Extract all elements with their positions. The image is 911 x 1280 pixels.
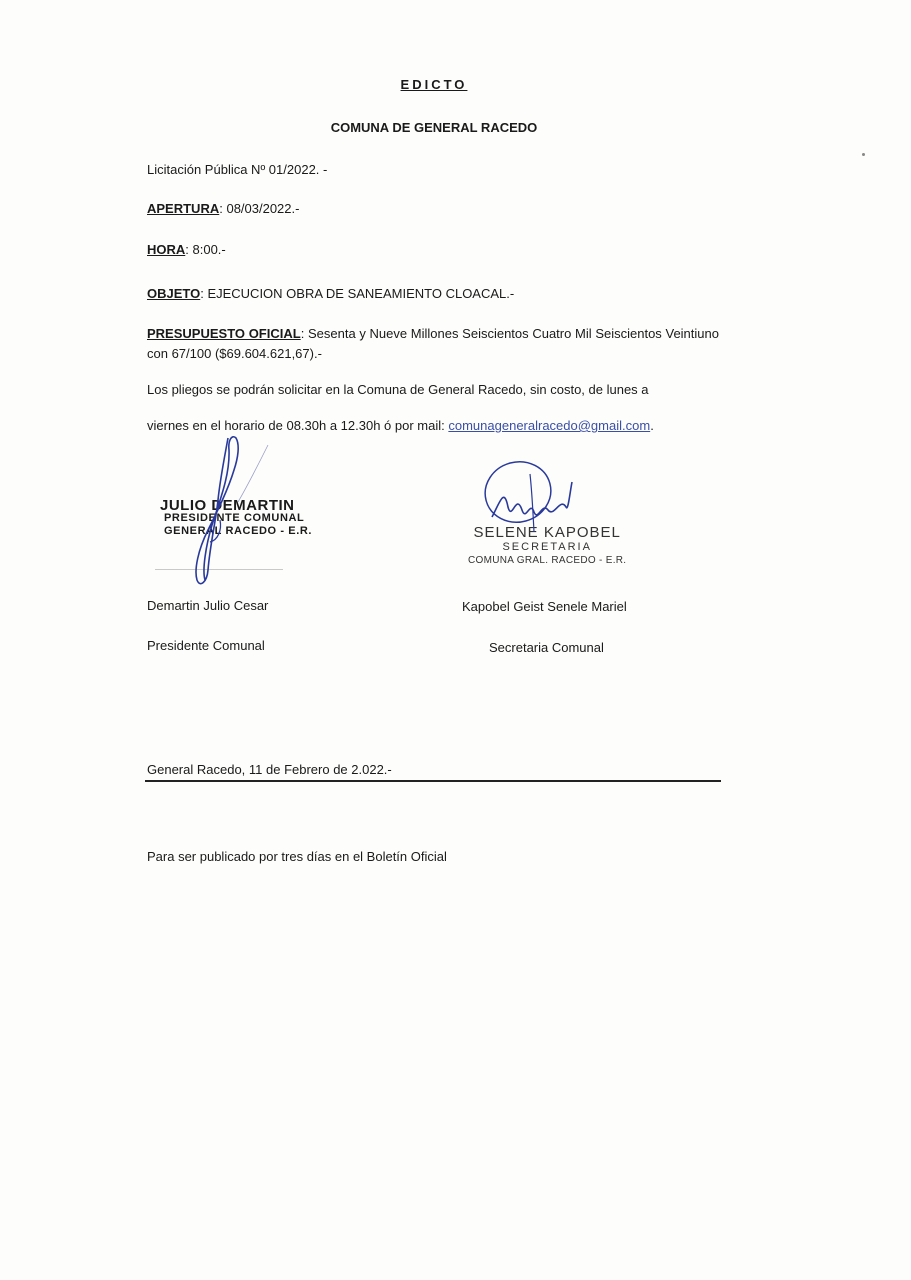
signer-left-role: Presidente Comunal — [147, 638, 265, 653]
email-link[interactable]: comunageneralracedo@gmail.com — [448, 418, 651, 433]
signer-right-role: Secretaria Comunal — [489, 640, 604, 655]
stamp-right-place: COMUNA GRAL. RACEDO - E.R. — [468, 555, 627, 566]
date-line: General Racedo, 11 de Febrero de 2.022.- — [147, 762, 392, 777]
stamp-left-place: GENERAL RACEDO - E.R. — [164, 525, 313, 537]
hora-label: HORA — [147, 242, 186, 257]
stamp-left-name: JULIO DEMARTIN — [160, 497, 295, 514]
signature-right — [470, 452, 590, 552]
presupuesto-paragraph — [147, 324, 719, 364]
scan-speck — [862, 153, 865, 156]
signature-left — [150, 430, 300, 595]
document-title: EDICTO — [400, 77, 468, 92]
presupuesto-label: PRESUPUESTO OFICIAL — [147, 326, 301, 341]
apertura-line — [147, 201, 299, 216]
signer-left-name: Demartin Julio Cesar — [147, 598, 269, 613]
stamp-right-name: SELENE KAPOBEL — [473, 524, 621, 541]
objeto-line — [147, 286, 514, 301]
objeto-label: OBJETO — [147, 286, 201, 301]
signer-right-name: Kapobel Geist Senele Mariel — [462, 599, 627, 614]
apertura-value: : 08/03/2022.- — [219, 201, 300, 216]
document-subtitle: COMUNA DE GENERAL RACEDO — [330, 120, 538, 135]
hora-value: : 8:00.- — [185, 242, 226, 257]
objeto-value: : EJECUCION OBRA DE SANEAMIENTO CLOACAL.- — [200, 286, 515, 301]
pliegos-line-1: Los pliegos se podrán solicitar en la Comuna de General Racedo, sin costo, de lunes a — [147, 382, 649, 397]
stamp-left-title: PRESIDENTE COMUNAL — [164, 512, 305, 524]
presupuesto-value: : Sesenta y Nueve Millones Seiscientos Cuatro Mil Seiscientos Veintiuno con 67/100 ($69.604.621,67).- — [147, 326, 719, 361]
apertura-label: APERTURA — [147, 201, 220, 216]
hora-line — [147, 242, 226, 257]
licitacion-line: Licitación Pública Nº 01/2022. - — [147, 162, 328, 177]
stamp-right-title: SECRETARIA — [502, 541, 592, 553]
pliegos-text: viernes en el horario de 08.30h a 12.30h ó por mail: — [147, 418, 449, 433]
publication-note: Para ser publicado por tres días en el Boletín Oficial — [147, 849, 447, 864]
date-underline — [145, 780, 721, 782]
email-end: . — [650, 418, 654, 433]
